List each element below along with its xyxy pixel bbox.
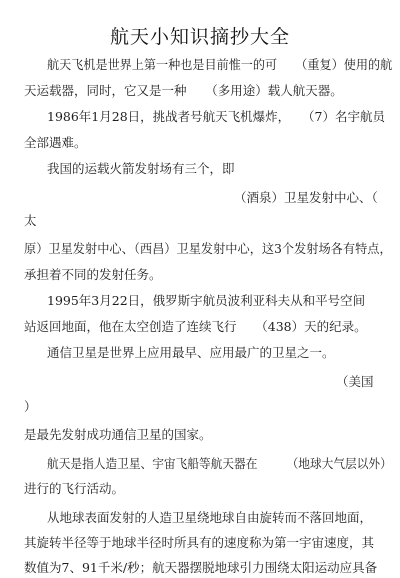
document-title: 航天小知识摘抄大全: [109, 26, 290, 48]
text-line: 太: [24, 213, 37, 228]
text-line: 进行的飞行活动。: [24, 481, 125, 496]
text-line: 航天是指人造卫星、宇宙飞船等航天器在 （地球大气层以外）: [47, 456, 392, 471]
text-line: 1986年1月28日，挑战者号航天飞机爆炸，: [47, 109, 291, 124]
text-line: 承担着不同的发射任务。: [24, 267, 162, 282]
text-line: （酒泉）卫星发射中心、（: [234, 190, 378, 205]
text-line: 原）卫星发射中心、（西昌）卫星发射中心，这3个发射场各有特点，: [24, 241, 392, 256]
text-line: 通信卫星是世界上应用最早、应用最广的卫星之一。: [47, 345, 335, 360]
text-line: 1995年3月22日，俄罗斯宇航员波利亚科夫从和平号空间: [47, 293, 366, 308]
text-line: 航天飞机是世界上第一种也是目前惟一的可 （重复）使用的航: [47, 57, 393, 72]
text-line: 站返回地面，他在太空创造了连续飞行 （438）天的纪录。: [24, 319, 367, 334]
text-line: 从地球表面发射的人造卫星绕地球自由旋转而不落回地面，: [47, 510, 373, 525]
text-line: 天运载器，同时，它又是一种 （多用途）载人航天器。: [24, 83, 343, 98]
text-line: 其旋转半径等于地球半径时所具有的速度称为第一宇宙速度，其: [24, 535, 375, 550]
text-line: （美国: [336, 374, 374, 389]
text-line: ）: [24, 399, 37, 414]
text-line: 是最先发射成功通信卫星的国家。: [24, 427, 212, 442]
text-line: 数值为7、91千米/秒；航天器摆脱地球引力围绕太阳运动应具备: [24, 560, 378, 575]
text-line: （7）名宇航员: [302, 109, 385, 124]
text-line: 全部遇难。: [24, 135, 87, 150]
text-line: 我国的运载火箭发射场有三个，即: [47, 161, 235, 176]
